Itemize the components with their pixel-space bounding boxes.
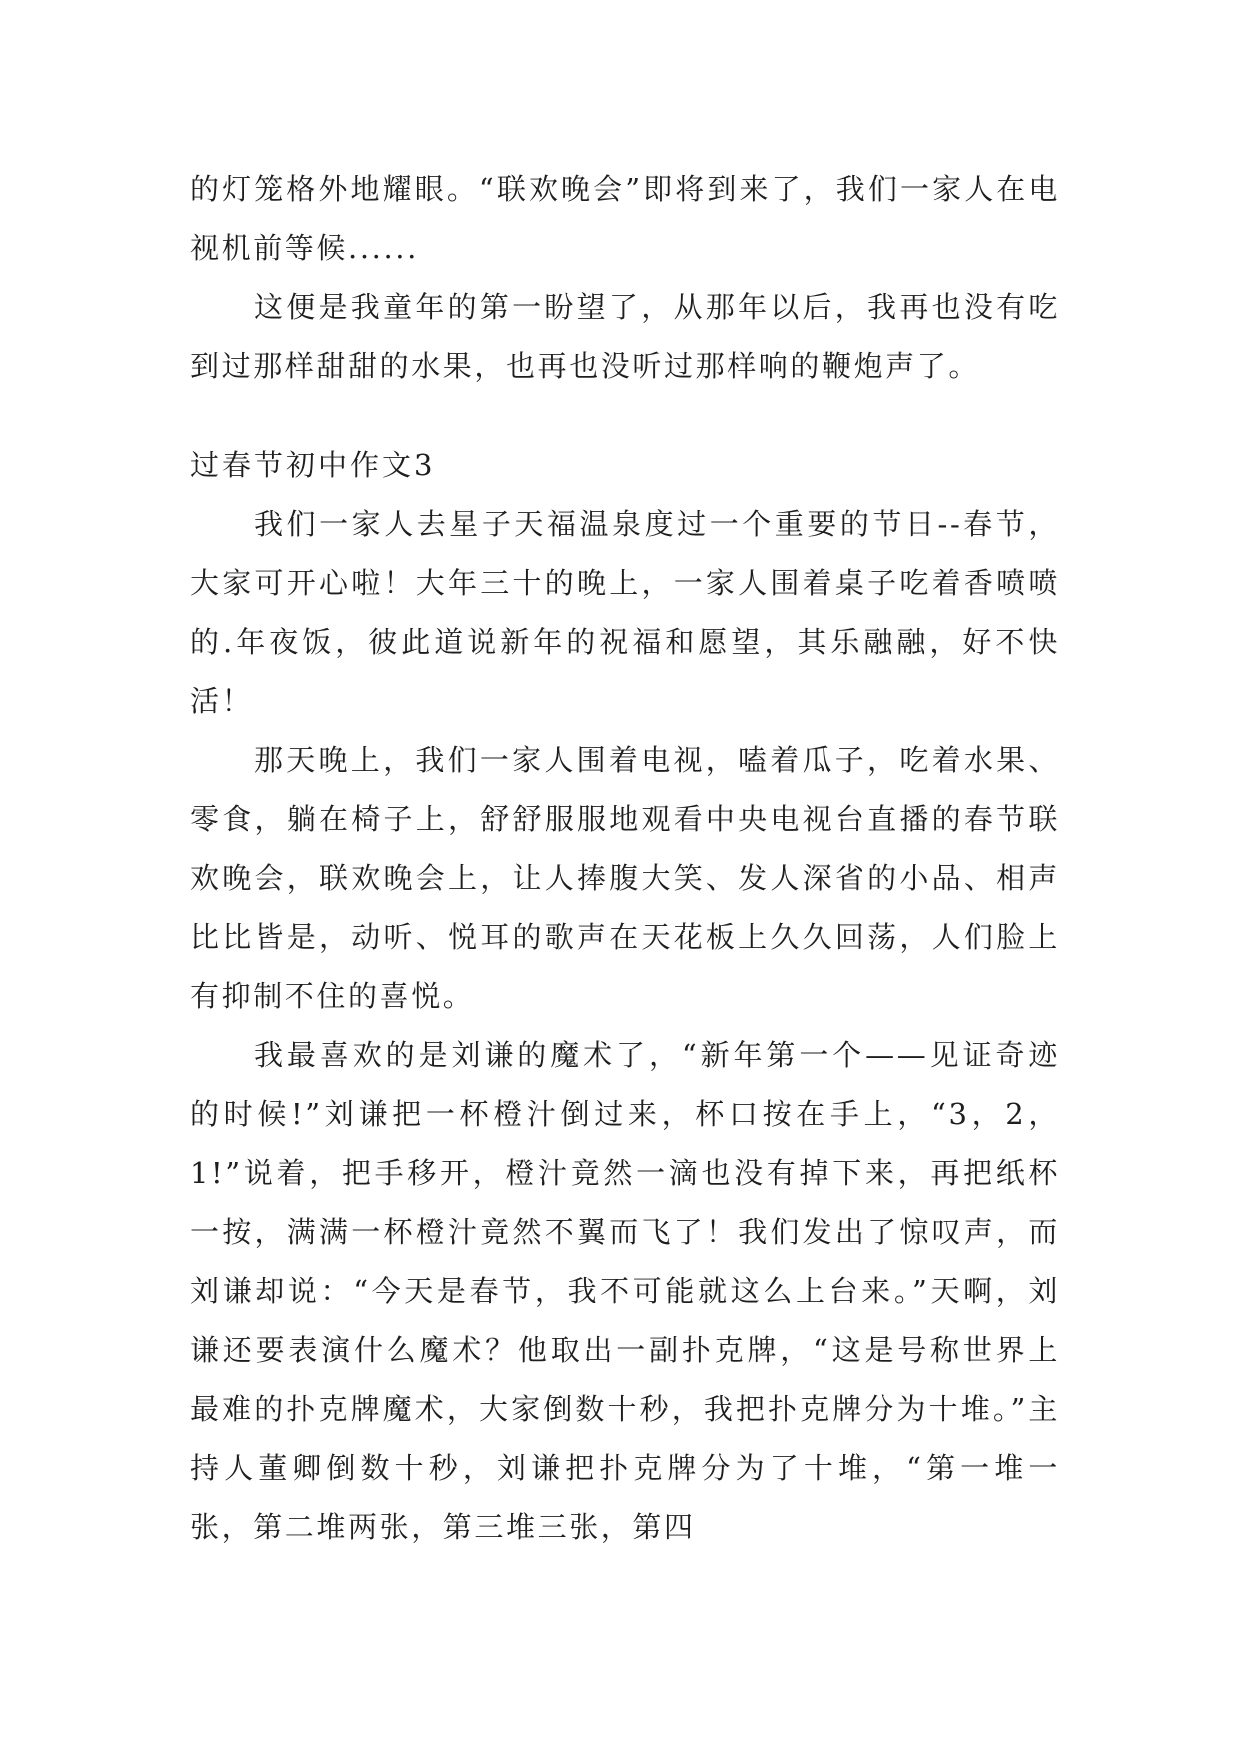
document-body [190,160,1060,1557]
section-title: 过春节初中作文3 [190,448,436,482]
paragraph-magic-show: 我最喜欢的是刘谦的魔术了，“新年第一个——见证奇迹的时候!”刘谦把一杯橙汁倒过来，杯口按在手上，“3，2，1!”说着，把手移开，橙汁竟然一滴也没有掉下来，再把纸杯一按，满满一杯橙汁竟然不翼而飞了！我们发出了惊叹声，而刘谦却说：“今天是春节，我不可能就这么上台来。”天啊，刘谦还要表演什么魔术？他取出一副扑克牌，“这是号称世界上最难的扑克牌魔术，大家倒数十秒，我把扑克牌分为十堆。”主持人董卿倒数十秒，刘谦把扑克牌分为了十堆，“第一堆一张，第二堆两张，第三堆三张，第四 [190,1038,1060,1544]
paragraph-lantern: 的灯笼格外地耀眼。“联欢晚会”即将到来了，我们一家人在电视机前等候...... [190,172,1060,265]
paragraph-spring-festival: 我们一家人去星子天福温泉度过一个重要的节日--春节，大家可开心啦！大年三十的晚上，一家人围着桌子吃着香喷喷的.年夜饭，彼此道说新年的祝福和愿望，其乐融融，好不快活！ [190,507,1060,718]
paragraph-gala-evening: 那天晚上，我们一家人围着电视，嗑着瓜子，吃着水果、零食，躺在椅子上，舒舒服服地观看中央电视台直播的春节联欢晚会，联欢晚会上，让人捧腹大笑、发人深省的小品、相声比比皆是，动听、悦耳的歌声在天花板上久久回荡，人们脸上有抑制不住的喜悦。 [190,743,1060,1013]
paragraph-childhood-wish: 这便是我童年的第一盼望了，从那年以后，我再也没有吃到过那样甜甜的水果，也再也没听过那样响的鞭炮声了。 [190,290,1060,383]
